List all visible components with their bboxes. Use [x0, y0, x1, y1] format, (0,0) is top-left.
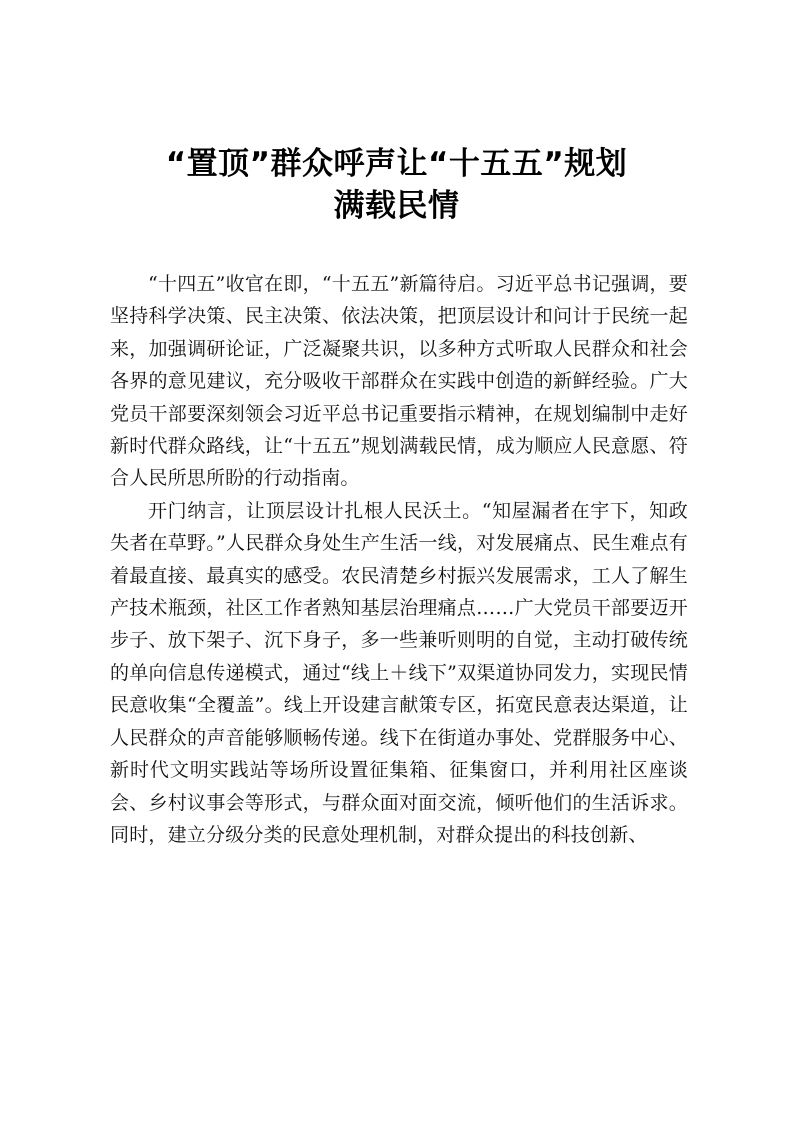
paragraph-2: 开门纳言，让顶层设计扎根人民沃土。“知屋漏者在宇下，知政失者在草野。”人民群众身处生产生活一线，对发展痛点、民生难点有着最直接、最真实的感受。农民清楚乡村振兴发展需求，工人了解生产技术瓶颈，社区工作者熟知基层治理痛点……广大党员干部要迈开步子、放下架子、沉下身子，多一些兼听则明的自觉，主动打破传统的单向信息传递模式，通过“线上＋线下”双渠道协同发力，实现民情民意收集“全覆盖”。线上开设建言献策专区，拓宽民意表达渠道，让人民群众的声音能够顺畅传递。线下在街道办事处、党群服务中心、新时代文明实践站等场所设置征集箱、征集窗口，并利用社区座谈会、乡村议事会等形式，与群众面对面交流，倾听他们的生活诉求。同时，建立分级分类的民意处理机制，对群众提出的科技创新、 — [110, 499, 688, 846]
document-title — [100, 143, 693, 227]
title-line-1: “置顶”群众呼声让“十五五”规划 — [165, 146, 628, 182]
title-line-2: 满载民情 — [333, 188, 460, 224]
paragraph-1: “十四五”收官在即，“十五五”新篇待启。习近平总书记强调，要坚持科学决策、民主决策、依法决策，把顶层设计和问计于民统一起来，加强调研论证，广泛凝聚共识，以多种方式听取人民群众和社会各界的意见建议，充分吸收干部群众在实践中创造的新鲜经验。广大党员干部要深刻领会习近平总书记重要指示精神，在规划编制中走好新时代群众路线，让“十五五”规划满载民情，成为顺应人民意愿、符合人民所思所盼的行动指南。 — [110, 273, 688, 490]
document-body — [110, 268, 688, 1038]
